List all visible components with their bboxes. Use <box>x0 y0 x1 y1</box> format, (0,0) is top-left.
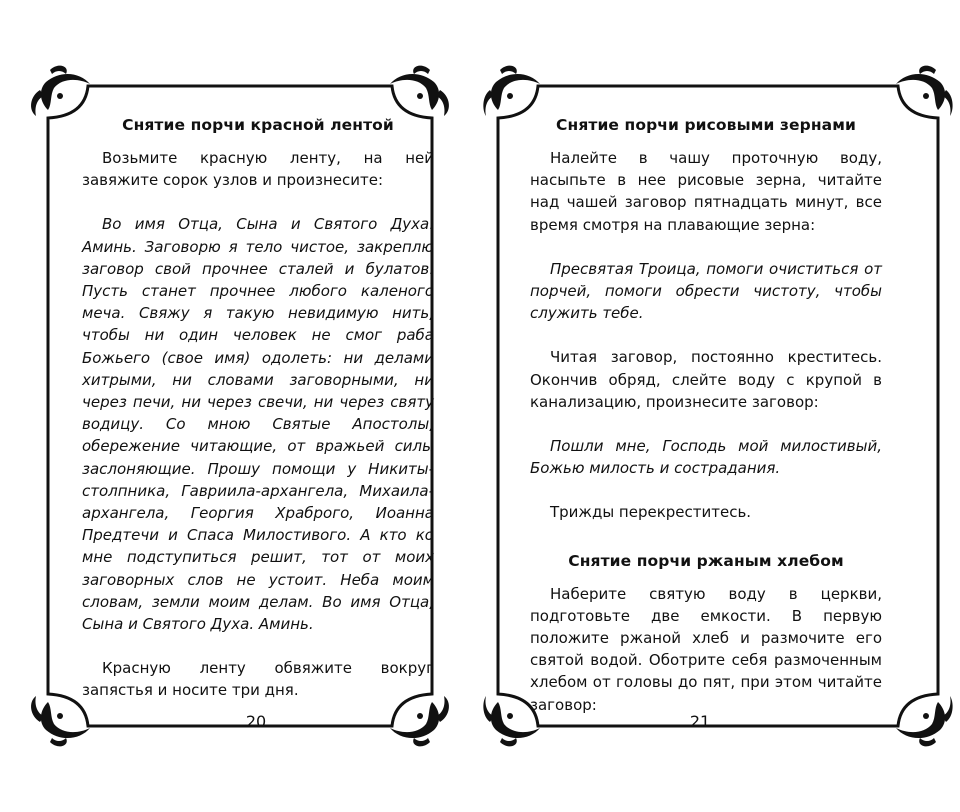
left-page-title: Снятие порчи красной лентой <box>122 116 394 134</box>
right-paragraph-2: Читая заговор, постоянно креститесь. Окончив обряд, слейте воду с крупой в канализацию, произнесите заговор: <box>530 348 882 411</box>
right-paragraph-4: Наберите святую воду в церкви, подготовьте две емкости. В первую положите ржаной хлеб и размочите его святой водой. Оботрите себя размоченным хлебом от головы до пят, при этом читайте заговор: <box>530 584 882 714</box>
right-page-content <box>530 108 882 716</box>
left-page-content <box>82 108 434 702</box>
right-prayer-2: Пошли мне, Господь мой милостивый, Божью милость и сострадания. <box>530 437 882 478</box>
left-outro-paragraph: Красную ленту обвяжите вокруг запястья и носите три дня. <box>82 659 434 700</box>
right-paragraph-3: Трижды перекреститесь. <box>550 503 752 522</box>
right-prayer-1: Пресвятая Троица, помоги очиститься от порчей, помоги обрести чистоту, чтобы служить тебе. <box>530 259 882 323</box>
left-prayer-paragraph: Во имя Отца, Сына и Святого Духа. Аминь. Заговорю я тело чистое, закреплю заговор свой прочнее сталей и булатов. Пусть станет прочнее любого каленого меча. Свяжу я такую невидимую нить, чтобы ни один человек не смог раба Божьего (свое имя) одолеть: ни делами хитрыми, ни словами заговорными, ни через печи, ни через свечи, ни через святу водицу. Со мною Святые Апостолы, обережение читающие, от вражьей силы заслоняющие. Прошу помощи у Никиты-столпника, Гавриила-архангела, Михаила-архангела, Георгия Храброго, Иоанна Предтечи и Спаса Милостивого. А кто ко мне подступиться решит, тот от моих заговорных слов не устоит. Неба моим словам, земли моим делам. Во имя Отца, Сына и Святого Духа. Аминь. <box>82 215 434 634</box>
corner-ornament-bottom-right <box>390 696 449 746</box>
corner-ornament-top-right <box>896 66 953 116</box>
corner-ornament-bottom-right <box>896 696 953 746</box>
right-paragraph-1: Налейте в чашу проточную воду, насыпьте в нее рисовые зерна, читайте над чашей заговор пятнадцать минут, все время смотря на плавающие зерна: <box>530 149 882 234</box>
left-intro-paragraph: Возьмите красную ленту, на ней завяжите сорок узлов и произнесите: <box>82 149 434 190</box>
right-page-title-1: Снятие порчи рисовыми зернами <box>556 116 856 134</box>
left-page-number: 20 <box>245 712 267 731</box>
right-page-title-2: Снятие порчи ржаным хлебом <box>568 551 844 570</box>
right-page-number: 21 <box>689 712 711 731</box>
corner-ornament-bottom-left <box>31 696 90 746</box>
